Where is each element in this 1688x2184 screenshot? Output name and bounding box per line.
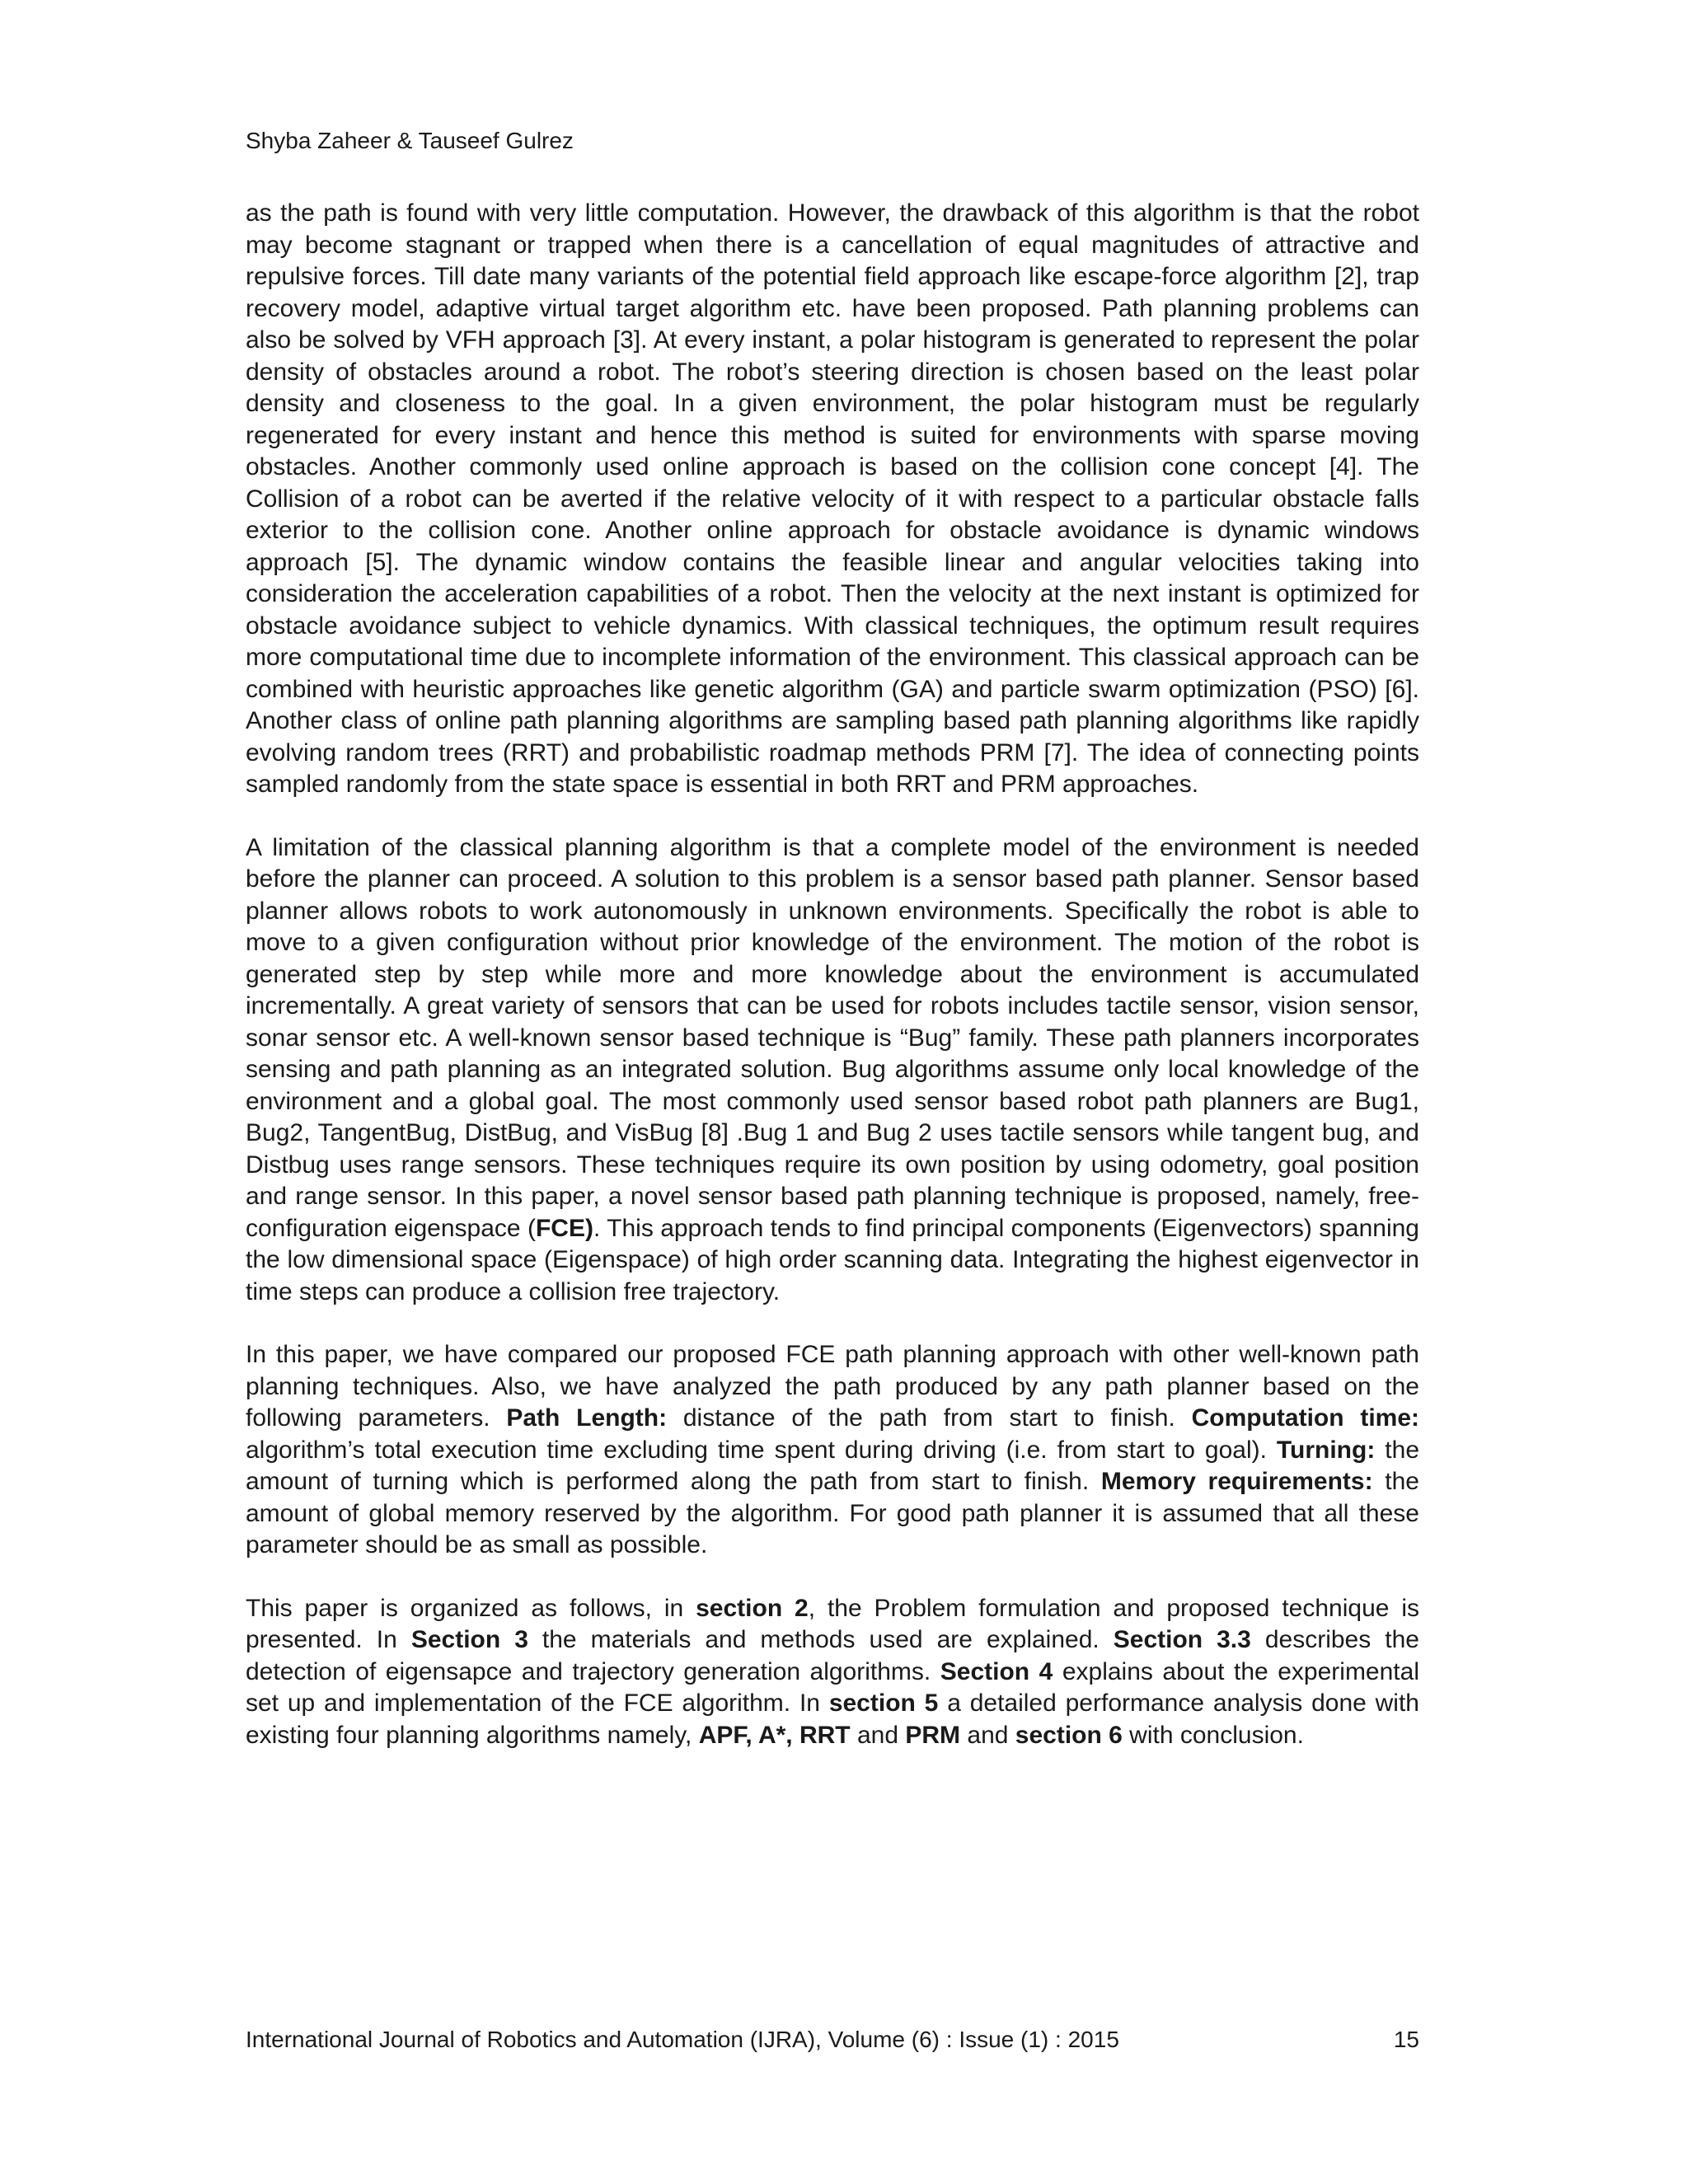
paragraph-4: This paper is organized as follows, in section 2, the Problem formulation and proposed technique is presented. In Section 3 the materials and methods used are explained. Section 3.3 describes the detection of eigensapce and trajectory generation algorithms. Section 4 explains about the experimental set up and implementation of the FCE algorithm. In section 5 a detailed performance analysis done with existing four planning algorithms namely, APF, A*, RRT and PRM and section 6 with conclusion. (246, 1594, 1419, 1749)
bold-term-computation-time: Computation time: (1191, 1404, 1420, 1432)
algorithm-names: PRM (905, 1721, 961, 1749)
bold-term-turning: Turning: (1276, 1436, 1376, 1464)
algorithm-names: APF, A*, RRT (698, 1721, 851, 1749)
section-ref: section 2 (696, 1594, 809, 1622)
bold-term-path-length: Path Length: (506, 1404, 668, 1432)
bold-term-memory-requirements: Memory requirements: (1100, 1468, 1373, 1495)
paragraph-1: as the path is found with very little computation. However, the drawback of this algorithm is that the robot may become stagnant or trapped when there is a cancellation of equal magnitudes of attractive and repulsive forces. Till date many variants of the potential field approach like escape-force algorithm [2], trap recovery model, adaptive virtual target algorithm etc. have been proposed. Path planning problems can also be solved by VFH approach [3]. At every instant, a polar histogram is generated to represent the polar density of obstacles around a robot. The robot’s steering direction is chosen based on the least polar density and closeness to the goal. In a given environment, the polar histogram must be regularly regenerated for every instant and hence this method is suited for environments with sparse moving obstacles. Another commonly used online approach is based on the collision cone concept [4]. The Collision of a robot can be averted if the relative velocity of it with respect to a particular obstacle falls exterior to the collision cone. Another online approach for obstacle avoidance is dynamic windows approach [5]. The dynamic window contains the feasible linear and angular velocities taking into consideration the acceleration capabilities of a robot. Then the velocity at the next instant is optimized for obstacle avoidance subject to vehicle dynamics. With classical techniques, the optimum result requires more computational time due to incomplete information of the environment. This classical approach can be combined with heuristic approaches like genetic algorithm (GA) and particle swarm optimization (PSO) [6]. Another class of online path planning algorithms are sampling based path planning algorithms like rapidly evolving random trees (RRT) and probabilistic roadmap methods PRM [7]. The idea of connecting points sampled randomly from the state space is essential in both RRT and PRM approaches. (246, 199, 1419, 798)
main-text (246, 198, 1419, 1783)
section-ref: section 5 (828, 1690, 939, 1717)
section-ref: Section 3 (410, 1626, 528, 1653)
bold-term-fce: FCE) (535, 1214, 593, 1242)
running-header: Shyba Zaheer & Tauseef Gulrez (246, 128, 574, 153)
section-ref: Section 3.3 (1113, 1626, 1251, 1653)
section-ref: Section 4 (940, 1657, 1053, 1685)
paragraph-2: A limitation of the classical planning algorithm is that a complete model of the environment is needed before the planner can proceed. A solution to this problem is a sensor based path planner. Sensor based planner allows robots to work autonomously in unknown environments. Specifically the robot is able to move to a given configuration without prior knowledge of the environment. The motion of the robot is generated step by step while more and more knowledge about the environment is accumulated incrementally. A great variety of sensors that can be used for robots includes tactile sensor, vision sensor, sonar sensor etc. A well-known sensor based technique is “Bug” family. These path planners incorporates sensing and path planning as an integrated solution. Bug algorithms assume only local knowledge of the environment and a global goal. The most commonly used sensor based robot path planners are Bug1, Bug2, TangentBug, DistBug, and VisBug [8] .Bug 1 and Bug 2 uses tactile sensors while tangent bug, and Distbug uses range sensors. These techniques require its own position by using odometry, goal position and range sensor. In this paper, a novel sensor based path planning technique is proposed, namely, free-configuration eigenspace (FCE). This approach tends to find principal components (Eigenvectors) spanning the low dimensional space (Eigenspace) of high order scanning data. Integrating the highest eigenvector in time steps can produce a collision free trajectory. (246, 833, 1419, 1305)
paragraph-3: In this paper, we have compared our proposed FCE path planning approach with other well-known path planning techniques. Also, we have analyzed the path produced by any path planner based on the following parameters. Path Length: distance of the path from start to finish. Computation time: algorithm’s total execution time excluding time spent during driving (i.e. from start to goal). Turning: the amount of turning which is performed along the path from start to finish. Memory requirements: the amount of global memory reserved by the algorithm. For good path planner it is assumed that all these parameter should be as small as possible. (246, 1341, 1420, 1558)
section-ref: section 6 (1015, 1721, 1123, 1749)
journal-citation: International Journal of Robotics and Automation (IJRA), Volume (6) : Issue (1) : 2015 (246, 2027, 1119, 2052)
page-footer (246, 2025, 1419, 2055)
page-number: 15 (1393, 2027, 1419, 2052)
